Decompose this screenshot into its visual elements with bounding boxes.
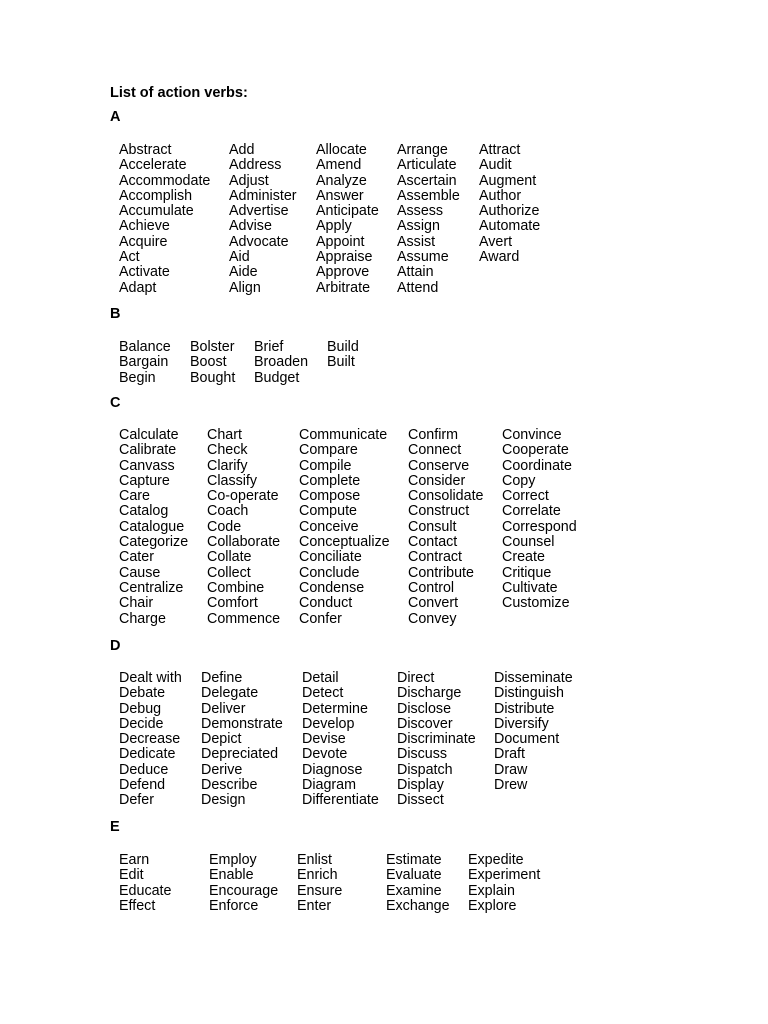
verb-item: Capture — [119, 472, 170, 489]
verb-item: Estimate — [386, 852, 442, 868]
verb-column — [468, 853, 540, 914]
verb-item: Decrease — [119, 731, 181, 748]
verb-item: Construct — [408, 503, 470, 520]
verb-item: Demonstrate — [201, 715, 283, 732]
verb-item: Explain — [468, 882, 515, 899]
verb-item: Confer — [299, 610, 342, 627]
verb-item: Bargain — [119, 354, 169, 371]
verb-item: Attend — [397, 279, 439, 296]
verb-item: Answer — [316, 187, 364, 204]
verb-item: Enlist — [297, 852, 332, 868]
verb-item: Broaden — [254, 354, 309, 371]
verb-item: Draft — [494, 746, 525, 763]
verb-item: Conserve — [408, 457, 470, 474]
verb-item: Distinguish — [494, 685, 564, 702]
verb-item: Built — [327, 354, 355, 371]
verb-item: Appoint — [316, 233, 365, 250]
verb-item: Author — [479, 187, 522, 204]
verb-item: Diversify — [494, 715, 549, 732]
verb-item: Articulate — [397, 157, 457, 174]
verb-item: Design — [201, 792, 246, 809]
verb-item: Collaborate — [207, 534, 281, 551]
verb-item: Diagram — [302, 777, 357, 794]
verb-item: Control — [408, 579, 455, 596]
verb-item: Calculate — [119, 427, 179, 443]
verb-item: Assess — [397, 203, 444, 220]
verb-item: Conclude — [299, 564, 360, 581]
verb-column — [209, 853, 278, 914]
verb-item: Allocate — [316, 142, 367, 158]
verb-item: Check — [207, 442, 248, 459]
verb-item: Correct — [502, 488, 549, 505]
verb-item: Commence — [207, 610, 281, 627]
verb-item: Apply — [316, 218, 352, 235]
verb-item: Disclose — [397, 700, 452, 717]
verb-item: Classify — [207, 472, 258, 489]
verb-item: Conceive — [299, 518, 359, 535]
verb-column — [479, 143, 540, 265]
verb-item: Collect — [207, 564, 251, 581]
verb-item: Convey — [408, 610, 457, 627]
verb-item: Conceptualize — [299, 534, 390, 551]
verb-item: Customize — [502, 595, 570, 612]
verb-item: Direct — [397, 670, 435, 686]
verb-item: Compile — [299, 457, 352, 474]
verb-item: Examine — [386, 882, 442, 899]
section-letter: C — [110, 395, 121, 411]
verb-column — [397, 671, 476, 809]
verb-item: Cause — [119, 564, 161, 581]
verb-item: Detail — [302, 670, 339, 686]
verb-item: Address — [229, 157, 282, 174]
verb-item: Award — [479, 249, 520, 266]
verb-item: Exchange — [386, 897, 450, 914]
verb-item: Describe — [201, 777, 258, 794]
verb-column — [207, 428, 280, 627]
verb-column — [119, 671, 182, 809]
verb-item: Deduce — [119, 761, 169, 778]
verb-column — [386, 853, 450, 914]
verb-item: Conduct — [299, 595, 353, 612]
verb-item: Depict — [201, 731, 242, 748]
verb-column — [302, 671, 379, 809]
verb-item: Attain — [397, 264, 434, 281]
verb-column — [229, 143, 297, 296]
verb-item: Contract — [408, 549, 463, 566]
verb-item: Encourage — [209, 882, 279, 899]
verb-item: Advertise — [229, 203, 289, 220]
verb-item: Educate — [119, 882, 172, 899]
verb-item: Create — [502, 549, 545, 566]
verb-item: Enforce — [209, 897, 259, 914]
verb-item: Comfort — [207, 595, 258, 612]
verb-item: Discriminate — [397, 731, 476, 748]
verb-item: Co-operate — [207, 488, 279, 505]
verb-item: Effect — [119, 897, 156, 914]
verb-item: Balance — [119, 339, 171, 355]
verb-item: Edit — [119, 867, 144, 884]
verb-item: Compute — [299, 503, 358, 520]
verb-column — [494, 671, 573, 793]
verb-item: Cater — [119, 549, 154, 566]
verb-item: Avert — [479, 233, 513, 250]
verb-item: Consider — [408, 472, 466, 489]
verb-item: Differentiate — [302, 792, 379, 809]
verb-item: Budget — [254, 369, 300, 386]
verb-item: Decide — [119, 715, 164, 732]
verb-item: Collate — [207, 549, 252, 566]
verb-item: Canvass — [119, 457, 175, 474]
verb-item: Dispatch — [397, 761, 453, 778]
verb-item: Activate — [119, 264, 170, 281]
verb-item: Dedicate — [119, 746, 176, 763]
verb-item: Analyze — [316, 172, 367, 189]
verb-item: Accomplish — [119, 187, 193, 204]
verb-item: Correspond — [502, 518, 577, 535]
verb-item: Consult — [408, 518, 457, 535]
verb-item: Combine — [207, 579, 265, 596]
verb-item: Adjust — [229, 172, 269, 189]
verb-item: Bolster — [190, 339, 235, 355]
verb-item: Enrich — [297, 867, 338, 884]
verb-item: Acquire — [119, 233, 168, 250]
verb-item: Chair — [119, 595, 154, 612]
verb-item: Bought — [190, 369, 236, 386]
verb-item: Critique — [502, 564, 552, 581]
verb-item: Augment — [479, 172, 537, 189]
verb-item: Compare — [299, 442, 358, 459]
verb-item: Convert — [408, 595, 459, 612]
section-letter: B — [110, 306, 121, 322]
verb-item: Discharge — [397, 685, 462, 702]
verb-item: Arbitrate — [316, 279, 371, 296]
verb-item: Automate — [479, 218, 541, 235]
verb-item: Discuss — [397, 746, 448, 763]
verb-item: Build — [327, 339, 359, 355]
verb-item: Cultivate — [502, 579, 558, 596]
verb-column — [201, 671, 283, 809]
verb-item: Care — [119, 488, 150, 505]
verb-item: Disseminate — [494, 670, 573, 686]
verb-item: Defend — [119, 777, 166, 794]
verb-item: Compose — [299, 488, 361, 505]
verb-item: Conciliate — [299, 549, 362, 566]
verb-item: Code — [207, 518, 242, 535]
verb-item: Enter — [297, 897, 332, 914]
verb-item: Catalogue — [119, 518, 185, 535]
verb-item: Anticipate — [316, 203, 379, 220]
verb-item: Amend — [316, 157, 362, 174]
verb-item: Cooperate — [502, 442, 569, 459]
verb-item: Adapt — [119, 279, 157, 296]
section-letter: D — [110, 638, 121, 654]
verb-item: Enable — [209, 867, 254, 884]
verb-column — [190, 340, 235, 386]
verb-item: Devote — [302, 746, 348, 763]
verb-item: Debug — [119, 700, 162, 717]
verb-item: Communicate — [299, 427, 388, 443]
verb-item: Catalog — [119, 503, 169, 520]
verb-item: Charge — [119, 610, 166, 627]
verb-item: Accumulate — [119, 203, 194, 220]
verb-item: Distribute — [494, 700, 555, 717]
verb-item: Draw — [494, 761, 528, 778]
verb-item: Define — [201, 670, 243, 686]
verb-item: Complete — [299, 472, 361, 489]
verb-item: Audit — [479, 157, 512, 174]
verb-item: Attract — [479, 142, 521, 158]
verb-item: Correlate — [502, 503, 561, 520]
verb-item: Categorize — [119, 534, 189, 551]
verb-item: Accommodate — [119, 172, 211, 189]
verb-column — [327, 340, 359, 371]
verb-item: Coach — [207, 503, 249, 520]
verb-item: Devise — [302, 731, 346, 748]
verb-item: Approve — [316, 264, 370, 281]
verb-item: Administer — [229, 187, 297, 204]
section-letter: E — [110, 819, 120, 835]
verb-column — [408, 428, 484, 627]
verb-item: Debate — [119, 685, 166, 702]
verb-item: Assist — [397, 233, 436, 250]
verb-item: Determine — [302, 700, 368, 717]
verb-item: Diagnose — [302, 761, 363, 778]
verb-item: Abstract — [119, 142, 172, 158]
verb-item: Connect — [408, 442, 462, 459]
page-title: List of action verbs: — [110, 85, 248, 101]
verb-item: Authorize — [479, 203, 540, 220]
verb-item: Copy — [502, 472, 536, 489]
verb-item: Delegate — [201, 685, 259, 702]
verb-item: Deliver — [201, 700, 246, 717]
verb-item: Consolidate — [408, 488, 484, 505]
verb-item: Evaluate — [386, 867, 442, 884]
verb-column — [254, 340, 308, 386]
verb-item: Experiment — [468, 867, 541, 884]
verb-item: Brief — [254, 339, 284, 355]
verb-item: Explore — [468, 897, 517, 914]
verb-item: Act — [119, 249, 140, 266]
verb-item: Dealt with — [119, 670, 182, 686]
verb-item: Aide — [229, 264, 258, 281]
verb-item: Defer — [119, 792, 154, 809]
verb-column — [502, 428, 577, 612]
verb-item: Begin — [119, 369, 156, 386]
verb-column — [297, 853, 342, 914]
verb-item: Ensure — [297, 882, 343, 899]
verb-item: Condense — [299, 579, 365, 596]
verb-item: Display — [397, 777, 444, 794]
verb-item: Assemble — [397, 187, 460, 204]
verb-item: Coordinate — [502, 457, 572, 474]
verb-item: Ascertain — [397, 172, 457, 189]
verb-column — [397, 143, 460, 296]
verb-item: Contact — [408, 534, 458, 551]
verb-item: Dissect — [397, 792, 444, 809]
verb-item: Accelerate — [119, 157, 187, 174]
section-letter: A — [110, 109, 121, 125]
verb-item: Drew — [494, 777, 528, 794]
verb-item: Boost — [190, 354, 227, 371]
verb-column — [316, 143, 379, 296]
verb-item: Advise — [229, 218, 272, 235]
verb-item: Achieve — [119, 218, 170, 235]
verb-column — [119, 143, 210, 296]
verb-item: Centralize — [119, 579, 184, 596]
verb-column — [119, 340, 171, 386]
verb-item: Arrange — [397, 142, 448, 158]
verb-item: Chart — [207, 427, 242, 443]
verb-item: Employ — [209, 852, 257, 868]
verb-column — [119, 853, 171, 914]
verb-item: Add — [229, 142, 255, 158]
verb-item: Advocate — [229, 233, 289, 250]
verb-item: Aid — [229, 249, 250, 266]
verb-item: Develop — [302, 715, 355, 732]
verb-item: Calibrate — [119, 442, 177, 459]
verb-item: Appraise — [316, 249, 373, 266]
verb-item: Detect — [302, 685, 344, 702]
verb-item: Align — [229, 279, 261, 296]
verb-item: Derive — [201, 761, 243, 778]
verb-item: Assign — [397, 218, 440, 235]
verb-column — [299, 428, 390, 627]
verb-item: Counsel — [502, 534, 555, 551]
verb-item: Document — [494, 731, 560, 748]
verb-item: Assume — [397, 249, 449, 266]
verb-item: Convince — [502, 427, 562, 443]
verb-item: Earn — [119, 852, 150, 868]
verb-item: Confirm — [408, 427, 459, 443]
verb-item: Contribute — [408, 564, 474, 581]
verb-item: Discover — [397, 715, 453, 732]
verb-item: Expedite — [468, 852, 524, 868]
verb-item: Depreciated — [201, 746, 279, 763]
verb-item: Clarify — [207, 457, 248, 474]
verb-column — [119, 428, 188, 627]
